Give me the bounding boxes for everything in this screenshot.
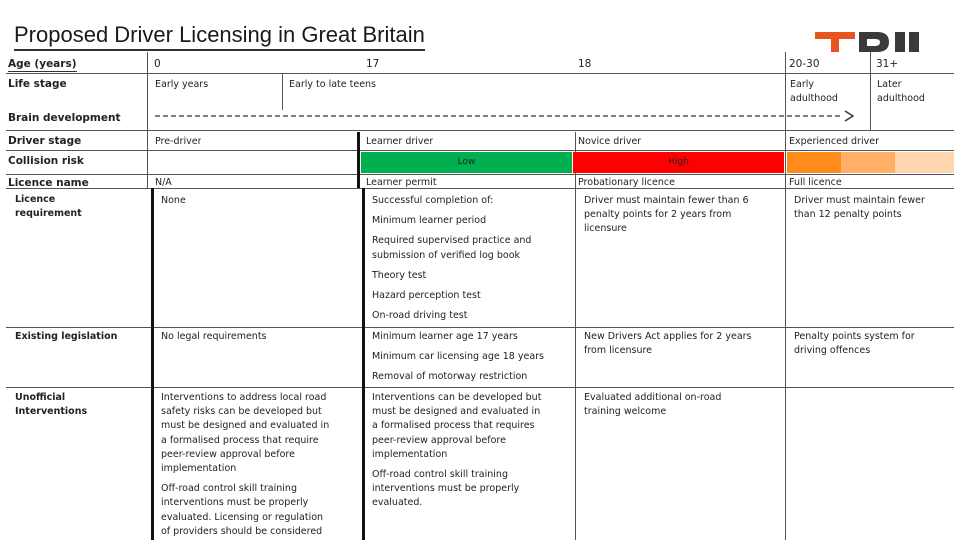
brain-development-label: Brain development <box>8 112 121 124</box>
collision-risk-experienced-bar-3 <box>895 152 954 173</box>
divider <box>151 188 154 540</box>
unofficial-interventions-pre: Interventions to address local road safety risks can be developed but must be designed and evaluated in a formalised process that require peer-review approval before implementation Off-road control skill training interventions must be properly evaluated. Licensing or regulation of providers should be considered <box>161 392 330 537</box>
divider <box>6 73 954 74</box>
existing-legislation-pre: No legal requirements <box>161 331 267 342</box>
age-17: 17 <box>366 58 380 70</box>
divider <box>6 387 954 388</box>
collision-risk-label: Collision risk <box>8 155 84 167</box>
divider <box>6 174 954 175</box>
unofficial-interventions-learner: Interventions can be developed but must be designed and evaluated in a formalised process that requires peer-review approval before implementation Off-road control skill training interventions must be properly evaluated. <box>372 392 542 509</box>
driver-stage-novice: Novice driver <box>578 136 642 147</box>
driver-stage-experienced: Experienced driver <box>789 136 879 147</box>
life-stage-later-adulthood-2: adulthood <box>877 93 925 104</box>
licence-name-full: Full licence <box>789 177 842 188</box>
unofficial-interventions-novice: Evaluated additional on-road training welcome <box>584 392 722 418</box>
collision-risk-low-bar: Low <box>361 152 572 173</box>
divider <box>147 52 148 188</box>
divider <box>362 188 365 540</box>
tdi-logo-icon <box>815 30 925 52</box>
age-31-plus: 31+ <box>876 58 899 70</box>
life-stage-early-adulthood-1: Early <box>790 79 814 90</box>
existing-legislation-novice: New Drivers Act applies for 2 years from licensure <box>584 331 752 357</box>
life-stage-label: Life stage <box>8 78 67 90</box>
age-20-30: 20-30 <box>789 58 820 70</box>
life-stage-teens: Early to late teens <box>289 79 377 90</box>
licence-requirement-full: Driver must maintain fewer than 12 penalty points <box>794 195 925 221</box>
collision-risk-high-bar: High <box>573 152 784 173</box>
driver-stage-learner: Learner driver <box>366 136 434 147</box>
divider <box>6 150 954 151</box>
existing-legislation-learner: Minimum learner age 17 years Minimum car licensing age 18 years Removal of motorway restriction <box>372 331 545 383</box>
brain-development-arrow-icon <box>155 110 855 122</box>
life-stage-early-adulthood-2: adulthood <box>790 93 838 104</box>
divider <box>6 130 954 131</box>
life-stage-early-years: Early years <box>155 79 209 90</box>
divider <box>785 52 786 540</box>
unofficial-interventions-label: Unofficial Interventions <box>15 392 88 418</box>
divider <box>357 132 360 188</box>
divider <box>282 74 283 110</box>
licence-name-pre: N/A <box>155 177 172 188</box>
divider <box>575 132 576 540</box>
existing-legislation-label: Existing legislation <box>15 331 118 342</box>
age-0: 0 <box>154 58 161 70</box>
driver-stage-label: Driver stage <box>8 135 82 147</box>
age-label: Age (years) <box>8 58 77 70</box>
divider <box>870 52 871 130</box>
licence-requirement-pre: None <box>161 195 186 206</box>
licence-name-label: Licence name <box>8 177 89 189</box>
licence-name-novice: Probationary licence <box>578 177 675 188</box>
collision-risk-experienced-bar-1 <box>787 152 841 173</box>
licence-name-learner: Learner permit <box>366 177 437 188</box>
licence-requirement-label: Licence requirement <box>15 194 82 220</box>
driver-stage-pre: Pre-driver <box>155 136 202 147</box>
existing-legislation-full: Penalty points system for driving offences <box>794 331 915 357</box>
collision-risk-experienced-bar-2 <box>841 152 895 173</box>
divider <box>6 327 954 328</box>
licence-requirement-novice: Driver must maintain fewer than 6 penalty points for 2 years from licensure <box>584 195 749 235</box>
licence-requirement-learner: Successful completion of: Minimum learner period Required supervised practice and submission of verified log book Theory test Hazard perception test On-road driving test <box>372 195 532 322</box>
page-title: Proposed Driver Licensing in Great Britain <box>14 22 425 51</box>
age-18: 18 <box>578 58 592 70</box>
life-stage-later-adulthood-1: Later <box>877 79 902 90</box>
